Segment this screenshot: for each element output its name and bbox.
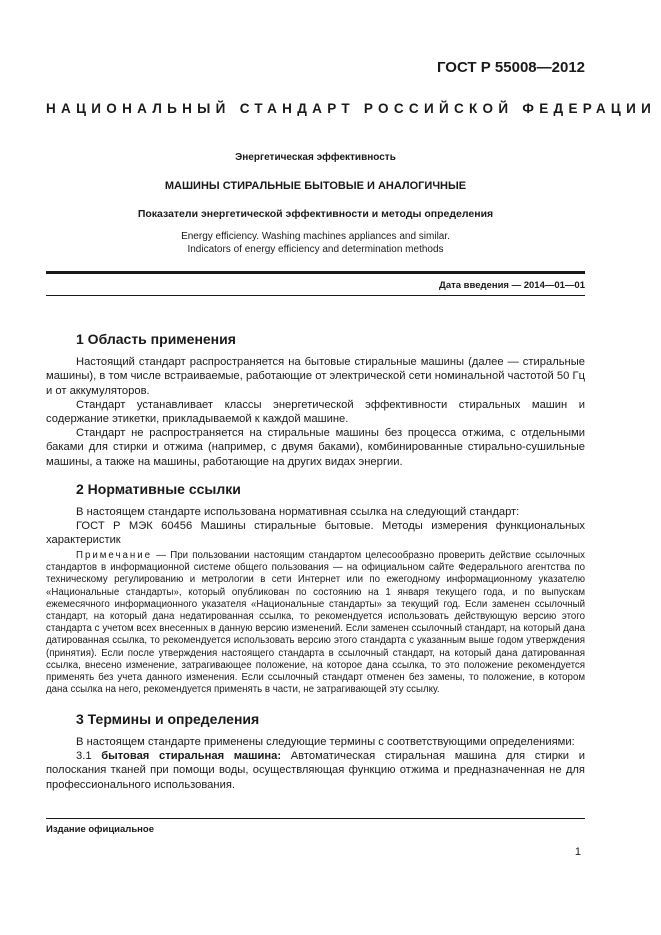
- section-1-paragraph-3: Стандарт не распространяется на стиральные машины без процесса отжима, с отдельными баками для стирки и отжима (например, с двумя баками), комбинированные стирально-сушильные машины, а также на машины, работающие на других видах энергии.: [46, 427, 585, 468]
- section-2-reference: ГОСТ Р МЭК 60456 Машины стиральные бытовые. Методы измерения функциональных характеристик: [46, 520, 585, 547]
- gost-number: ГОСТ Р 55008—2012: [436, 59, 585, 76]
- section-1-paragraph-1: Настоящий стандарт распространяется на бытовые стиральные машины (далее — стиральные машины), в том числе встраиваемые, работающие от электрической сети номинальной частотой 50 Гц и от аккумуляторов.: [46, 356, 585, 397]
- title-english: [46, 230, 585, 256]
- section-3-paragraph-1: В настоящем стандарте применены следующие термины с соответствующими определениями:: [76, 736, 575, 748]
- title-english-line-1: Energy efficiency. Washing machines appliances and similar.: [181, 231, 450, 242]
- section-2-heading: 2 Нормативные ссылки: [76, 481, 241, 497]
- page-number: 1: [574, 846, 581, 858]
- title-english-line-2: Indicators of energy efficiency and determination methods: [187, 244, 444, 255]
- section-3-term-3-1: [46, 749, 585, 792]
- title-divider: [46, 271, 585, 274]
- footer-divider: [46, 818, 585, 819]
- title-main: МАШИНЫ СТИРАЛЬНЫЕ БЫТОВЫЕ И АНАЛОГИЧНЫЕ: [164, 180, 467, 192]
- section-2-note: [46, 550, 585, 696]
- term-definition: Автоматическая стиральная машина для стирки и полоскания тканей при помощи воды, осуществляющая функцию отжима и предназначенная не для профессионального использования.: [46, 750, 585, 791]
- official-edition-label: Издание официальное: [46, 824, 154, 835]
- title-group: Энергетическая эффективность: [235, 152, 396, 163]
- intro-divider: [46, 295, 585, 296]
- introduction-date: Дата введения — 2014—01—01: [439, 280, 585, 291]
- title-sub: Показатели энергетической эффективности и методы определения: [137, 208, 494, 220]
- national-standard-banner: НАЦИОНАЛЬНЫЙ СТАНДАРТ РОССИЙСКОЙ ФЕДЕРАЦИИ: [46, 101, 657, 116]
- term-name: бытовая стиральная машина:: [101, 750, 282, 762]
- note-label: Примечание: [76, 550, 153, 561]
- section-3-heading: 3 Термины и определения: [76, 711, 260, 727]
- note-text: — При пользовании настоящим стандартом целесообразно проверить действие ссылочных стандартов в информационной системе общего пользования — на официальном сайте Федерального агентства по техническому регулированию и метрологии в сети Интернет или по ежегодному информационному указателю «Национальные стандарты», который опубликован по состоянию на 1 января текущего года, и по выпускам ежемесячного информационного указателя «Национальные стандарты» за текущий год. Если заменен ссылочный стандарт, на который дана недатированная ссылка, то рекомендуется использовать действующую версию этого стандарта с учетом всех внесенных в данную версию изменений. Если заменен ссылочный стандарт, на который дана датированная ссылка, то рекомендуется использовать версию этого стандарта с указанным выше годом утверждения (принятия). Если после утверждения настоящего стандарта в ссылочный стандарт, на который дана датированная ссылка, внесено изменение, затрагивающее положение, на которое дана ссылка, то это положение рекомендуется применять без учета данного изменения. Если ссылочный стандарт отменен без замены, то положение, в котором дана ссылка на него, рекомендуется применять в части, не затрагивающей эту ссылку.: [46, 550, 585, 696]
- section-1-heading: 1 Область применения: [76, 331, 236, 347]
- section-2-paragraph-1: В настоящем стандарте использована нормативная ссылка на следующий стандарт:: [76, 506, 520, 518]
- section-1-paragraph-2: Стандарт устанавливает классы энергетической эффективности стиральных машин и содержание этикетки, прикладываемой к каждой машине.: [46, 399, 585, 426]
- term-number: 3.1: [76, 750, 102, 762]
